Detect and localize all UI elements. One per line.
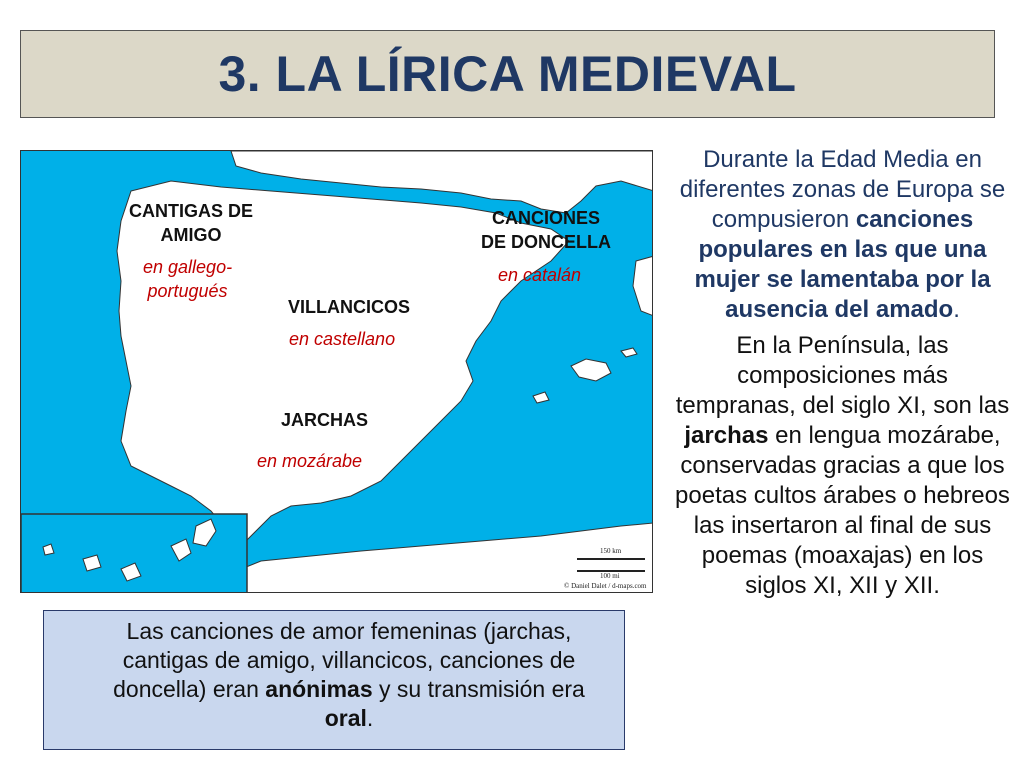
label-canciones-line2: DE DONCELLA bbox=[481, 232, 611, 253]
label-canciones bbox=[481, 206, 611, 255]
summary-text-bold2: oral bbox=[324, 705, 367, 731]
summary-text-c: . bbox=[366, 705, 374, 731]
peninsula-paragraph bbox=[675, 331, 1010, 601]
intro-paragraph bbox=[675, 145, 1010, 325]
intro-text-end: . bbox=[953, 296, 960, 323]
label-cantigas-line1: CANTIGAS DE bbox=[129, 201, 254, 221]
label-canciones-line1: CANCIONES bbox=[491, 208, 600, 228]
title-banner bbox=[20, 30, 995, 118]
scale-mi-label: 100 mi bbox=[600, 572, 620, 580]
peninsula-text-a: En la Península, las composiciones más tempranas, del siglo XI, son las bbox=[675, 332, 1010, 419]
peninsula-text-b: en lengua mozárabe, conservadas gracias a que los poetas cultos árabes o hebreos las insertaron al final de sus poemas (moaxajas) en los siglos XI, XII y XII. bbox=[675, 422, 1010, 599]
label-jarchas: JARCHAS bbox=[281, 410, 369, 430]
intro-text-bold: canciones populares en las que una mujer se lamentaba por la ausencia del amado bbox=[694, 206, 991, 323]
summary-text-b: y su transmisión era bbox=[372, 676, 585, 702]
label-cantigas-lang-line1: en gallego- bbox=[143, 257, 233, 277]
label-cantigas-lang-line2: portugués bbox=[147, 281, 228, 302]
summary-text-a: Las canciones de amor femeninas (jarchas, cantigas de amigo, villancicos, canciones de doncella) eran bbox=[113, 618, 576, 702]
label-cantigas-lang bbox=[143, 255, 232, 304]
label-jarchas-lang: en mozárabe bbox=[257, 451, 363, 471]
map-credit: © Daniel Dalet / d-maps.com bbox=[564, 582, 647, 590]
intro-text-a: Durante la Edad Media en diferentes zonas de Europa se compusieron bbox=[679, 146, 1006, 233]
label-villancicos-lang: en castellano bbox=[289, 329, 396, 349]
label-cantigas bbox=[129, 199, 253, 248]
label-cantigas-line2: AMIGO bbox=[160, 225, 222, 246]
summary-box bbox=[43, 610, 625, 750]
label-villancicos: VILLANCICOS bbox=[288, 297, 411, 317]
peninsula-text-bold: jarchas bbox=[684, 422, 769, 449]
label-canciones-lang: en catalán bbox=[498, 265, 582, 285]
summary-text-bold1: anónimas bbox=[265, 676, 373, 702]
scale-km-label: 150 km bbox=[600, 547, 622, 555]
page-title: 3. LA LÍRICA MEDIEVAL bbox=[218, 46, 797, 102]
right-text-column bbox=[675, 145, 1010, 601]
iberia-map bbox=[20, 150, 653, 593]
